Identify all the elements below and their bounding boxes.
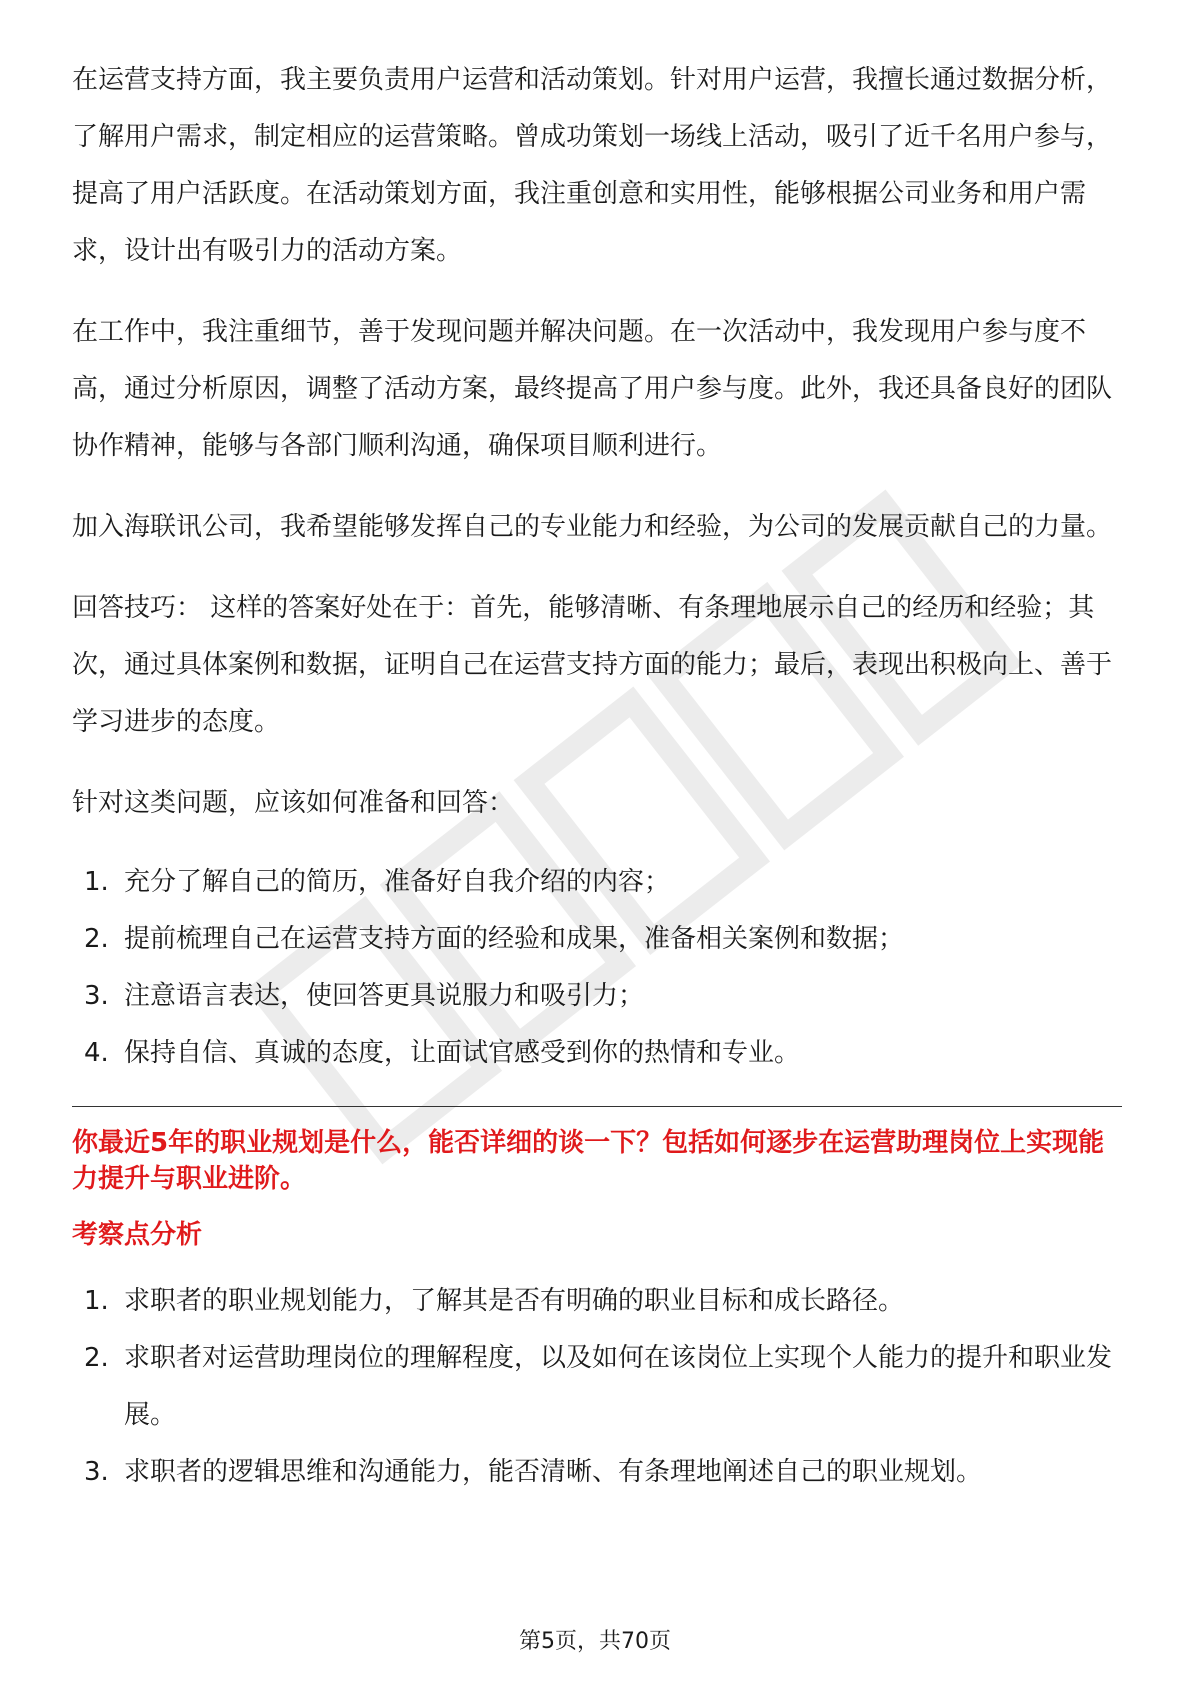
list-number: 2. (84, 1343, 109, 1373)
section-divider (72, 1106, 1122, 1107)
list-item (72, 968, 1122, 1025)
list-number: 3. (84, 981, 109, 1011)
list-number: 1. (84, 867, 109, 897)
paragraph-answer-tips: 回答技巧： 这样的答案好处在于：首先，能够清晰、有条理地展示自己的经历和经验；其次，通过具体案例和数据，证明自己在运营支持方面的能力；最后，表现出积极向上、善于学习进步的态度。 (72, 593, 1113, 737)
list-number: 3. (84, 1457, 109, 1487)
list-item (72, 1444, 1122, 1501)
list-number: 2. (84, 924, 109, 954)
list-text: 求职者的职业规划能力，了解其是否有明确的职业目标和成长路径。 (124, 1286, 905, 1316)
list-item (72, 1330, 1122, 1444)
list-item (72, 911, 1122, 968)
analysis-heading: 考察点分析 (72, 1220, 203, 1250)
list-number: 1. (84, 1286, 109, 1316)
paragraph-work-attitude: 在工作中，我注重细节，善于发现问题并解决问题。在一次活动中，我发现用户参与度不高，通过分析原因，调整了活动方案，最终提高了用户参与度。此外，我还具备良好的团队协作精神，能够与各部门顺利沟通，确保项目顺利进行。 (72, 317, 1113, 461)
paragraph-join-company: 加入海联讯公司，我希望能够发挥自己的专业能力和经验，为公司的发展贡献自己的力量。 (72, 512, 1113, 542)
list-text: 求职者的逻辑思维和沟通能力，能否清晰、有条理地阐述自己的职业规划。 (124, 1457, 983, 1487)
list-text: 充分了解自己的简历，准备好自我介绍的内容； (124, 867, 671, 897)
question-heading: 你最近5年的职业规划是什么，能否详细的谈一下？包括如何逐步在运营助理岗位上实现能力提升与职业进阶。 (72, 1128, 1105, 1194)
list-text: 求职者对运营助理岗位的理解程度，以及如何在该岗位上实现个人能力的提升和职业发展。 (124, 1343, 1113, 1430)
analysis-list (72, 1273, 1122, 1501)
list-number: 4. (84, 1038, 109, 1068)
list-item (72, 1025, 1122, 1082)
paragraph-operations-support: 在运营支持方面，我主要负责用户运营和活动策划。针对用户运营，我擅长通过数据分析，了解用户需求，制定相应的运营策略。曾成功策划一场线上活动，吸引了近千名用户参与，提高了用户活跃度。在活动策划方面，我注重创意和实用性，能够根据公司业务和用户需求，设计出有吸引力的活动方案。 (72, 65, 1113, 266)
paragraph-prep-intro: 针对这类问题，应该如何准备和回答： (72, 788, 515, 818)
list-item (72, 854, 1122, 911)
list-text: 提前梳理自己在运营支持方面的经验和成果，准备相关案例和数据； (124, 924, 905, 954)
document-page (72, 52, 1122, 1501)
list-text: 注意语言表达，使回答更具说服力和吸引力； (124, 981, 645, 1011)
prep-list (72, 854, 1122, 1082)
page-footer: 第5页，共70页 (519, 1629, 671, 1654)
list-item (72, 1273, 1122, 1330)
list-text: 保持自信、真诚的态度，让面试官感受到你的热情和专业。 (124, 1038, 801, 1068)
